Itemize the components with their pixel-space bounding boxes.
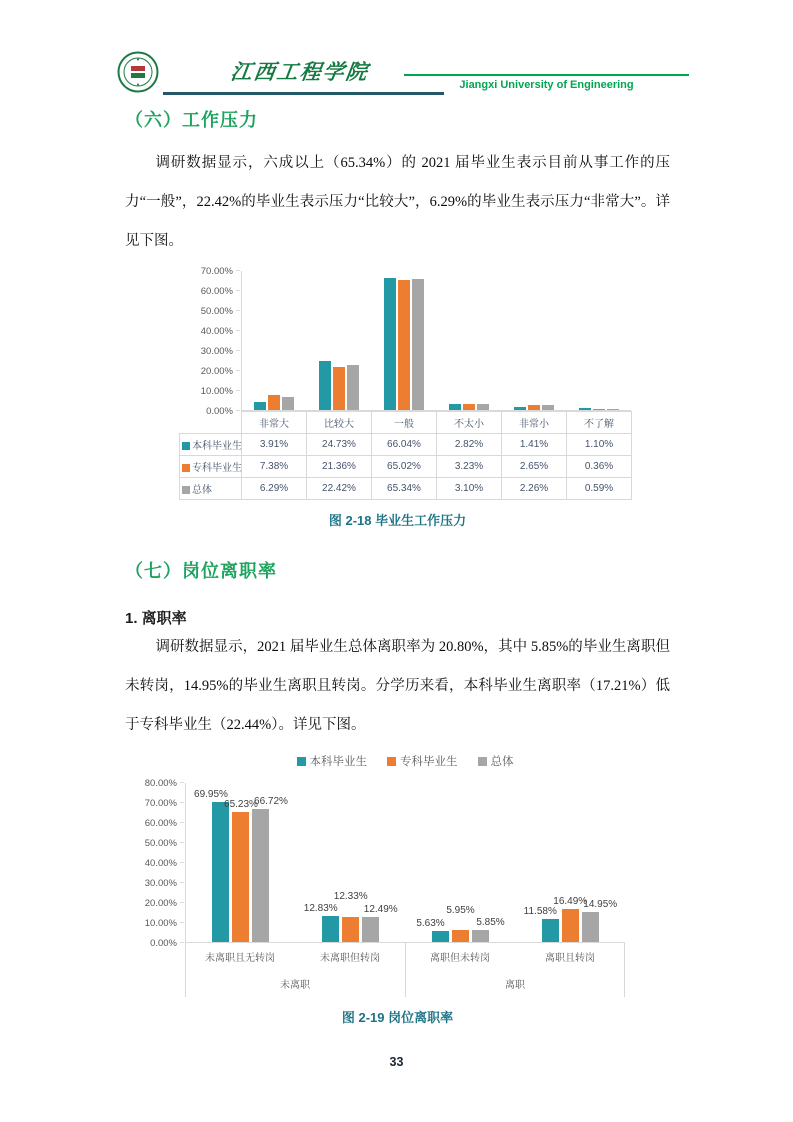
- y-axis-tick-label: 50.00%: [144, 837, 177, 849]
- chart-plot-area: [127, 777, 625, 949]
- section-heading-work-pressure: （六）工作压力: [125, 110, 258, 130]
- figure-caption-2-18: 图 2-18 毕业生工作压力: [328, 513, 467, 528]
- y-axis-tick-label: 50.00%: [200, 305, 233, 317]
- y-axis-tick-mark: [236, 390, 240, 391]
- bar-series-0: [254, 402, 266, 410]
- category-label: 离职且转岗: [545, 953, 595, 964]
- column-header: 比较大: [307, 412, 372, 434]
- chart-legend: [185, 753, 625, 769]
- value-cell: 65.34%: [372, 478, 437, 500]
- value-cell: 2.65%: [502, 456, 567, 478]
- category-label: 离职但未转岗: [430, 953, 490, 964]
- bar-series-1: [398, 280, 410, 410]
- data-label: 5.63%: [416, 917, 445, 929]
- y-axis-tick-label: 30.00%: [144, 877, 177, 889]
- value-cell: 7.38%: [242, 456, 307, 478]
- plot: [185, 783, 625, 943]
- column-header: 一般: [372, 412, 437, 434]
- value-cell: 1.10%: [567, 434, 632, 456]
- table-row: [180, 478, 632, 500]
- y-axis-tick-label: 0.00%: [150, 937, 177, 949]
- axis-group-divider: [624, 943, 625, 997]
- legend-label: 总体: [490, 756, 514, 768]
- bar-series-0: [542, 919, 559, 942]
- table-row: [180, 434, 632, 456]
- y-axis: [179, 265, 241, 417]
- value-cell: 0.36%: [567, 456, 632, 478]
- legend-swatch: [478, 757, 487, 766]
- y-axis-tick-label: 60.00%: [144, 817, 177, 829]
- bar-series-2: [252, 809, 269, 942]
- column-header: 不太小: [437, 412, 502, 434]
- y-axis-tick-mark: [180, 822, 184, 823]
- bar-series-1: [593, 409, 605, 410]
- y-axis-tick-mark: [180, 802, 184, 803]
- bar-series-0: [432, 931, 449, 942]
- bar-series-0: [384, 278, 396, 410]
- value-cell: 3.23%: [437, 456, 502, 478]
- series-name-cell: 本科毕业生: [180, 434, 242, 456]
- y-axis-tick-mark: [236, 290, 240, 291]
- chart-turnover-rate: [127, 753, 625, 997]
- bar-series-1: [452, 930, 469, 942]
- group-label: 离职: [505, 980, 525, 991]
- bar-series-2: [362, 917, 379, 942]
- data-label: 69.95%: [194, 789, 228, 801]
- y-axis-tick-mark: [180, 902, 184, 903]
- value-cell: 2.26%: [502, 478, 567, 500]
- legend-item: [478, 753, 514, 769]
- paragraph-turnover: 调研数据显示，2021 届毕业生总体离职率为 20.80%，其中 5.85%的毕业生离职但未转岗，14.95%的毕业生离职且转岗。分学历来看，本科毕业生离职率（17.21%）低于专科毕业生（22.44%）。详见下图。: [125, 639, 670, 733]
- y-axis-tick-label: 80.00%: [144, 777, 177, 789]
- data-label: 14.95%: [583, 899, 618, 911]
- university-seal-icon: [117, 51, 159, 93]
- value-cell: 6.29%: [242, 478, 307, 500]
- figure-caption-2-19: 图 2-19 岗位离职率: [341, 1010, 454, 1025]
- legend-swatch: [182, 486, 190, 494]
- y-axis-tick-mark: [236, 310, 240, 311]
- value-cell: 22.42%: [307, 478, 372, 500]
- category-label: 未离职但转岗: [320, 953, 380, 964]
- data-label: 11.58%: [523, 905, 557, 917]
- bar-series-1: [333, 367, 345, 410]
- y-axis-tick-mark: [180, 782, 184, 783]
- header-rule-right: [404, 74, 689, 76]
- value-cell: 3.10%: [437, 478, 502, 500]
- axis-group-divider: [405, 943, 406, 997]
- y-axis-tick-mark: [180, 862, 184, 863]
- subsection-heading-turnover-rate: 1. 离职率: [125, 610, 187, 627]
- y-axis-tick-mark: [180, 842, 184, 843]
- legend-swatch: [182, 464, 190, 472]
- legend-swatch: [387, 757, 396, 766]
- bar-series-2: [542, 405, 554, 410]
- y-axis-tick-label: 0.00%: [206, 405, 233, 417]
- bar-series-2: [607, 409, 619, 410]
- data-label: 66.72%: [254, 795, 288, 807]
- data-label: 12.33%: [333, 891, 368, 903]
- y-axis-tick-mark: [236, 270, 240, 271]
- group-label: 未离职: [280, 980, 310, 991]
- value-cell: 1.41%: [502, 434, 567, 456]
- series-name-cell: 总体: [180, 478, 242, 500]
- data-label: 5.95%: [446, 905, 475, 917]
- category-cell: [296, 783, 406, 942]
- y-axis-tick-label: 70.00%: [144, 797, 177, 809]
- bar-series-1: [463, 404, 475, 410]
- value-cell: 0.59%: [567, 478, 632, 500]
- data-table: [179, 411, 632, 500]
- y-axis-tick-label: 60.00%: [200, 285, 233, 297]
- chart-plot-area: [179, 265, 631, 417]
- bar-series-1: [232, 812, 249, 942]
- series-name-cell: 专科毕业生: [180, 456, 242, 478]
- table-header-row: [180, 412, 632, 434]
- y-axis-tick-label: 10.00%: [200, 385, 233, 397]
- bar-series-0: [579, 408, 591, 410]
- column-header: 非常小: [502, 412, 567, 434]
- chart-work-pressure: [179, 265, 631, 500]
- category-cell: [406, 783, 516, 942]
- bar-series-2: [347, 365, 359, 410]
- bar-series-1: [528, 405, 540, 410]
- data-label: 12.83%: [303, 903, 338, 915]
- university-name-zh: 江西工程学院: [229, 59, 371, 84]
- column-header: 非常大: [242, 412, 307, 434]
- category-cell: [566, 271, 631, 410]
- category-cell: [307, 271, 372, 410]
- category-cell: [186, 783, 296, 942]
- legend-item: [387, 753, 458, 769]
- y-axis-tick-mark: [180, 882, 184, 883]
- category-cell: [436, 271, 501, 410]
- bar-series-0: [449, 404, 461, 410]
- bar-series-0: [322, 916, 339, 942]
- header-rule-left: [163, 92, 444, 95]
- section-heading-turnover: （七）岗位离职率: [125, 561, 277, 581]
- university-name-en: Jiangxi University of Engineering: [459, 79, 634, 91]
- category-cell: [515, 783, 625, 942]
- legend-label: 专科毕业生: [400, 756, 458, 768]
- category-label: 未离职且无转岗: [205, 953, 275, 964]
- category-cell: [242, 271, 307, 410]
- y-axis-tick-label: 30.00%: [200, 345, 233, 357]
- page-number: 33: [389, 1055, 404, 1069]
- bar-series-2: [412, 279, 424, 410]
- bar-series-2: [582, 912, 599, 942]
- bar-series-0: [319, 361, 331, 410]
- page-content: [125, 96, 670, 1026]
- bar-series-1: [342, 917, 359, 942]
- value-cell: 65.02%: [372, 456, 437, 478]
- legend-swatch: [297, 757, 306, 766]
- column-header: 不了解: [567, 412, 632, 434]
- bar-series-2: [282, 397, 294, 410]
- bar-series-2: [477, 404, 489, 410]
- data-label: 16.49%: [553, 896, 588, 908]
- category-cell: [372, 271, 437, 410]
- data-label: 65.23%: [224, 798, 258, 810]
- legend-swatch: [182, 442, 190, 450]
- y-axis-tick-label: 10.00%: [144, 917, 177, 929]
- y-axis-tick-mark: [236, 410, 240, 411]
- y-axis-tick-mark: [236, 330, 240, 331]
- y-axis-tick-mark: [180, 942, 184, 943]
- value-cell: 24.73%: [307, 434, 372, 456]
- value-cell: 21.36%: [307, 456, 372, 478]
- y-axis-tick-label: 40.00%: [200, 325, 233, 337]
- y-axis-tick-mark: [236, 370, 240, 371]
- y-axis-tick-label: 20.00%: [200, 365, 233, 377]
- y-axis-tick-label: 70.00%: [200, 265, 233, 277]
- bar-series-0: [514, 407, 526, 410]
- value-cell: 3.91%: [242, 434, 307, 456]
- y-axis-tick-label: 20.00%: [144, 897, 177, 909]
- x-axis-labels: [185, 943, 625, 997]
- value-cell: 2.82%: [437, 434, 502, 456]
- paragraph-work-pressure: 调研数据显示，六成以上（65.34%）的 2021 届毕业生表示目前从事工作的压力“一般”，22.42%的毕业生表示压力“比较大”，6.29%的毕业生表示压力“非常大”。详见下图。: [125, 155, 670, 249]
- plot: [241, 271, 631, 411]
- table-row: [180, 456, 632, 478]
- category-cell: [501, 271, 566, 410]
- legend-item: [297, 753, 368, 769]
- y-axis-tick-mark: [180, 922, 184, 923]
- y-axis-tick-label: 40.00%: [144, 857, 177, 869]
- bar-series-2: [472, 930, 489, 942]
- axis-group-divider: [185, 943, 186, 997]
- y-axis: [127, 777, 185, 949]
- legend-label: 本科毕业生: [309, 756, 367, 768]
- y-axis-tick-mark: [236, 350, 240, 351]
- data-label: 12.49%: [363, 904, 398, 916]
- value-cell: 66.04%: [372, 434, 437, 456]
- bar-series-1: [268, 395, 280, 410]
- data-label: 5.85%: [476, 917, 505, 929]
- bar-series-0: [212, 802, 229, 942]
